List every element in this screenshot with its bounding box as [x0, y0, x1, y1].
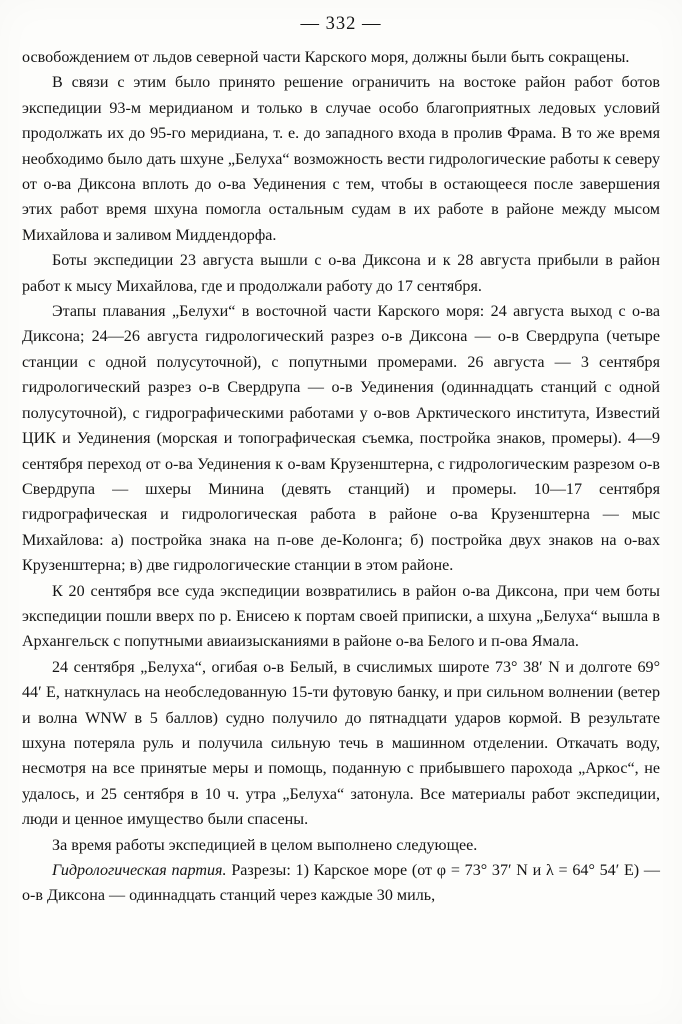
- final-paragraph: [22, 858, 660, 909]
- paragraph: 24 сентября „Белуха“, огибая о-в Белый, в счислимых широте 73° 38′ N и долготе 69° 44′ E, наткнулась на необследованную 15-ти футовую банку, и при сильном волнении (ветер и волна WNW в 5 баллов) судно получило до пятнадцати ударов кормой. В результате шхуна потеряла руль и получила сильную течь в машинном отделении. Откачать воду, несмотря на все принятые меры и помощь, поданную с прибывшего парохода „Аркос“, не удалось, и 25 сентября в 10 ч. утра „Белуха“ затонула. Все материалы работ экспедиции, люди и ценное имущество были спасены.: [22, 658, 660, 829]
- final-paragraph-text: Разрезы: 1) Карское море (от φ = 73° 37′ N и λ = 64° 54′ E) — о-в Диксона — одиннадцать станций через каждые 30 миль,: [22, 862, 660, 905]
- page-body: [0, 45, 682, 909]
- hydrological-party-heading: Гидрологическая партия.: [52, 862, 227, 879]
- paragraph: освобождением от льдов северной части Карского моря, должны были быть сокращены.: [22, 49, 630, 66]
- page-number: — 332 —: [300, 14, 382, 34]
- paragraph: В связи с этим было принято решение ограничить на востоке район работ ботов экспедиции 93-м меридианом и только в случае особо благоприятных ледовых условий продолжать их до 95-го меридиана, т. е. до западного входа в пролив Фрама. В то же время необходимо было дать шхуне „Белуха“ возможность вести гидрологические работы к северу от о-ва Диксона вплоть до о-ва Уединения с тем, чтобы в остающееся после завершения этих работ время шхуна помогла остальным судам в их работе в районе между мысом Михайлова и заливом Миддендорфа.: [22, 74, 660, 244]
- paragraph: За время работы экспедицией в целом выполнено следующее.: [52, 836, 478, 854]
- paragraph: Боты экспедиции 23 августа вышли с о-ва Диксона и к 28 августа прибыли в район работ к мысу Михайлова, где и продолжали работу до 17 сентября.: [22, 252, 660, 295]
- paragraph: Этапы плавания „Белухи“ в восточной части Карского моря: 24 августа выход с о-ва Диксона; 24—26 августа гидрологический разрез о-в Диксона — о-в Свердрупа (четыре станции с одной полусуточной), с попутными промерами. 26 августа — 3 сентября гидрологический разрез о-в Свердрупа — о-в Уединения (одиннадцать станций с одной полусуточной), с гидрографическими работами у о-вов Арктического института, Известий ЦИК и Уединения (морская и топографическая съемка, постройка знаков, промеры). 4—9 сентября переход от о-ва Уединения к о-вам Крузенштерна, с гидрологическим разрезом о-в Свердрупа — шхеры Минина (девять станций) и промеры. 10—17 сентября гидрографическая и гидрологическая работа в районе о-ва Крузенштерна — мыс Михайлова: а) постройка знака на п-ове де-Колонга; б) постройка двух знаков на о-вах Крузенштерна; в) две гидрологические станции в этом районе.: [22, 303, 660, 575]
- paragraph: К 20 сентября все суда экспедиции возвратились в район о-ва Диксона, при чем боты экспедиции пошли вверх по р. Енисею к портам своей приписки, а шхуна „Белуха“ вышла в Архангельск с попутными авиаизысканиями в районе о-ва Белого и п-ова Ямала.: [22, 582, 660, 651]
